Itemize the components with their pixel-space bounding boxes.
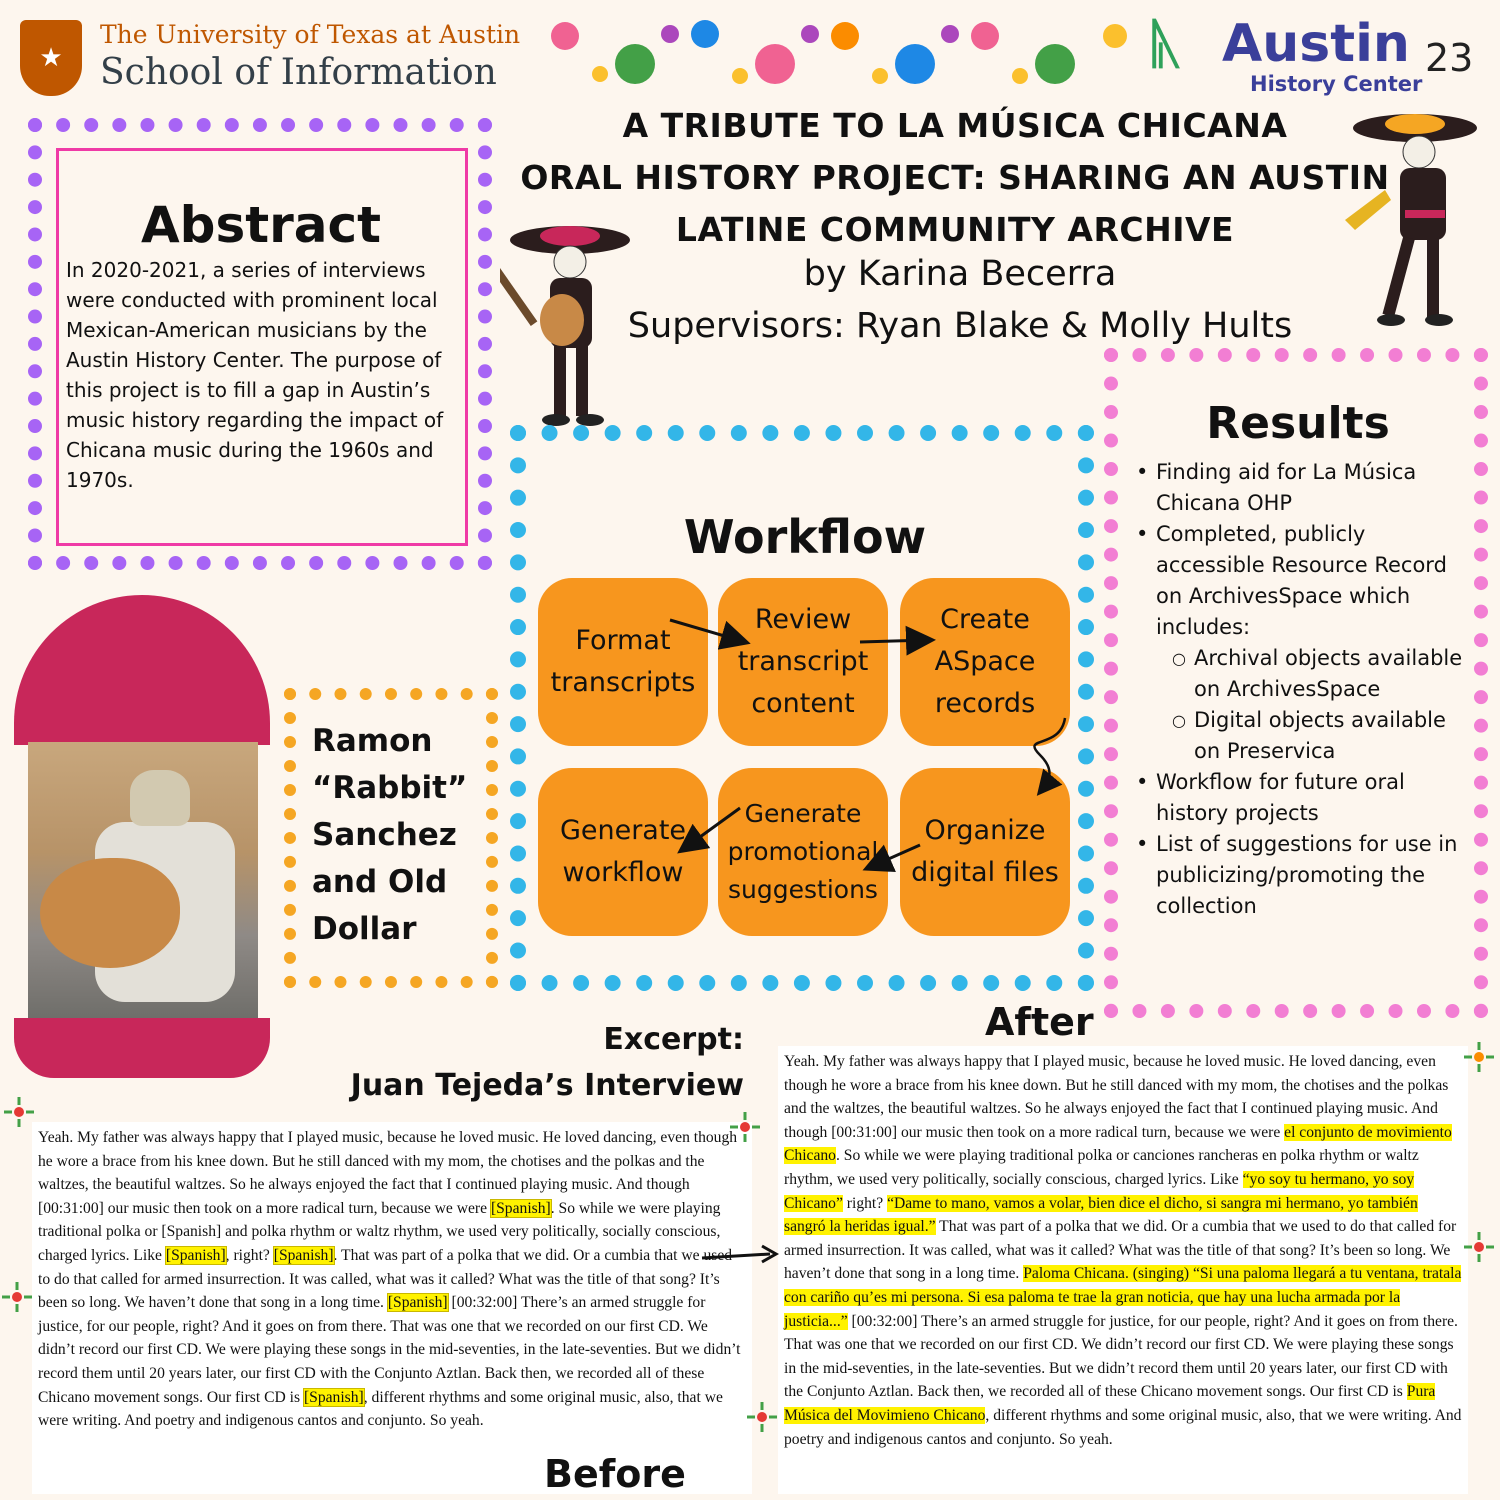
arrow-right-icon bbox=[670, 620, 745, 642]
workflow-heading: Workflow bbox=[683, 510, 927, 564]
transcript-after: Yeah. My father was always happy that I played music, because he loved music. He loved dancing, even though he wore a brace from his knee down. But he still danced with my mom, the chotises and the polkas and the waltzes, the beautiful waltzes. So he always enjoyed the fact that I continued playing music. And though [00:31:00] our music then took on a more radical turn, because we were el conjunto de movimiento Chicano. So while we were playing traditional polka or canciones rancheras en polka rhythm or waltz rhythm, we used very politically, socially conscious, charged lyrics. Like “yo soy tu hermano, yo soy Chicano” right? “Dame to mano, vamos a volar, bien dice el dicho, si sangra mi hermano, yo también sangró la heridas igual.” That was part of a polka that we did. Or a cumbia that we used to do that called for armed insurrection. It was called, what was it called? What was the title of that song? It’s been so long. We haven’t done that song in a long time. Paloma Chicana. (singing) “Si una paloma llegará a tu ventana, tratala con cariño qu’es mi persona. Si esa paloma te trae la gran noticia, que hay una lucha armada por la justicia...” [00:32:00] There’s an armed struggle for justice, for our people, right? And it goes on from there. That was one that we recorded on our first CD. We didn’t record our first CD. We were playing these songs in the mid-seventies, in the late-seventies. But we didn’t record them until 20 years later, our first CD with the Conjunto Aztlan. Back then, we recorded all of these Chicano movement songs. Our first CD is Pura Música del Movimieno Chicano, different rhythms and some original music, also, that we were writing. And poetry and indigenous cantos and conjunto. So yeah. bbox=[778, 1046, 1468, 1494]
list-item: • List of suggestions for use in publicizing/promoting the collection bbox=[1136, 832, 1458, 918]
photo-frame-arch bbox=[14, 595, 270, 745]
flower-icon bbox=[728, 1110, 762, 1144]
school-name: School of Information bbox=[100, 52, 497, 93]
workflow-step: Create ASpace records bbox=[900, 578, 1070, 746]
workflow-arrows bbox=[520, 560, 1090, 960]
highlight: Paloma Chicana. (singing) “Si una paloma llegará a tu ventana, tratala con cariño qu’es mi persona. Si esa paloma te trae la gran noticia, que hay una lucha armada por la justicia...” bbox=[784, 1265, 1462, 1330]
highlight: [Spanish] bbox=[273, 1246, 334, 1264]
flower-icon bbox=[745, 1400, 779, 1434]
flower-icon bbox=[2, 1095, 36, 1129]
photo-guitar bbox=[40, 858, 180, 968]
musician-name-line: and Old bbox=[312, 864, 448, 900]
transcript-before: Yeah. My father was always happy that I played music, because he loved music. He loved dancing, even though he wore a brace from his knee down. But he still danced with my mom, the chotises and the polkas and the waltzes, the beautiful waltzes. So he always enjoyed the fact that I continued playing music. And though [00:31:00] our music then took on a more radical turn, because we were [Spanish]. So while we were playing traditional polka or [Spanish] and polka rhythm or waltz rhythm, we used very politically, socially conscious, charged lyrics. Like [Spanish], right? [Spanish]. That was part of a polka that we did. Or a cumbia that we used to do that called for armed insurrection. It was called, what was it called? What was the title of that song? It’s been so long. We haven’t done that song in a long time. [Spanish] [00:32:00] There’s an armed struggle for justice, for our people, right? And it goes on from there. That was one that we recorded on our first CD. We didn’t record our first CD. We were playing these songs in the mid-seventies, in the late-seventies. But we didn’t record them until 20 years later, our first CD with the Conjunto Aztlan. Back then, we recorded all of these Chicano movement songs. Our first CD is [Spanish], different rhythms and some original music, also, that we were writing. And poetry and indigenous cantos and conjunto. So yeah. bbox=[32, 1122, 752, 1494]
list-item: ○ Archival objects available on ArchivesSpace bbox=[1172, 646, 1463, 701]
ut-logo bbox=[20, 18, 520, 98]
excerpt-heading: Excerpt: bbox=[603, 1022, 744, 1057]
musician-name-line: Dollar bbox=[312, 911, 417, 947]
highlight: [Spanish] bbox=[387, 1294, 448, 1312]
photo-person-head bbox=[130, 770, 190, 826]
supervisors: Supervisors: Ryan Blake & Molly Hults bbox=[627, 306, 1293, 346]
highlight: el conjunto de movimiento Chicano bbox=[784, 1123, 1452, 1165]
poster-title bbox=[510, 100, 1400, 256]
highlight: “yo soy tu hermano, yo soy Chicano” bbox=[784, 1170, 1415, 1212]
flower-icon bbox=[1462, 1040, 1496, 1074]
flower-icon bbox=[0, 1280, 34, 1314]
arrow-right-icon bbox=[860, 640, 930, 642]
papel-picado-banner bbox=[525, 14, 1130, 94]
musician-name-line: “Rabbit” bbox=[312, 770, 468, 806]
author-byline: by Karina Becerra bbox=[803, 254, 1117, 294]
workflow-step: Generate promotional suggestions bbox=[718, 768, 888, 936]
title-line-3: LATINE COMMUNITY ARCHIVE bbox=[675, 210, 1235, 249]
arrow-left-icon bbox=[682, 808, 740, 850]
poster-number: 23 bbox=[1425, 36, 1474, 80]
list-item: ○ Digital objects available on Preservica bbox=[1172, 708, 1446, 763]
photo-frame-base bbox=[14, 1018, 270, 1078]
highlight: Pura Música del Movimieno Chicano bbox=[784, 1383, 1436, 1424]
austin-history-center-icon: ᚣ bbox=[1150, 12, 1183, 75]
mariachi-skeleton-guitar-icon bbox=[500, 220, 630, 430]
workflow-step: Review transcript content bbox=[718, 578, 888, 746]
ahc-subtitle: History Center bbox=[1250, 72, 1423, 96]
ut-shield-icon: ★ bbox=[20, 20, 82, 96]
before-label: Before bbox=[544, 1452, 686, 1496]
musician-name-line: Sanchez bbox=[312, 817, 457, 853]
arrow-down-icon bbox=[1034, 718, 1065, 792]
list-item: • Completed, publicly accessible Resource Record on ArchivesSpace which includes: bbox=[1136, 522, 1447, 639]
musician-name bbox=[312, 718, 482, 953]
mariachi-skeleton-trumpet-icon bbox=[1345, 110, 1485, 330]
highlight: “Dame to mano, vamos a volar, bien dice el dicho, si sangra mi hermano, yo también sangró la heridas igual.” bbox=[784, 1194, 1418, 1236]
university-name: The University of Texas at Austin bbox=[100, 20, 521, 49]
abstract-heading: Abstract bbox=[140, 196, 382, 254]
excerpt-subheading: Juan Tejeda’s Interview bbox=[350, 1068, 744, 1103]
arrow-left-icon bbox=[868, 845, 920, 868]
after-label: After bbox=[985, 1000, 1094, 1044]
list-item: • Finding aid for La Música Chicana OHP bbox=[1136, 460, 1417, 515]
highlight: [Spanish] bbox=[490, 1199, 551, 1217]
title-line-2: ORAL HISTORY PROJECT: SHARING AN AUSTIN bbox=[520, 158, 1390, 197]
ahc-name: Austin bbox=[1222, 14, 1410, 74]
arrow-right-icon bbox=[700, 1240, 780, 1270]
title-line-1: A TRIBUTE TO LA MÚSICA CHICANA bbox=[622, 106, 1288, 145]
workflow-step: Organize digital files bbox=[900, 768, 1070, 936]
musician-name-line: Ramon bbox=[312, 723, 433, 759]
highlight: [Spanish] bbox=[165, 1246, 226, 1264]
workflow-step: Format transcripts bbox=[538, 578, 708, 746]
flower-icon bbox=[1462, 1230, 1496, 1264]
list-item: • Workflow for future oral history projects bbox=[1136, 770, 1405, 825]
results-heading: Results bbox=[1206, 398, 1390, 449]
austin-history-center-logo bbox=[1150, 12, 1423, 98]
papel-picado-flower-icon bbox=[525, 14, 1130, 94]
results-list bbox=[1134, 457, 1474, 922]
highlight: [Spanish] bbox=[303, 1388, 364, 1406]
workflow-step: Generate workflow bbox=[538, 768, 708, 936]
abstract-body: In 2020-2021, a series of interviews were conducted with prominent local Mexican-American musicians by the Austin History Center. The purpose of this project is to fill a gap in Austin’s music history regarding the impact of Chicana music during the 1960s and 1970s. bbox=[66, 258, 444, 492]
